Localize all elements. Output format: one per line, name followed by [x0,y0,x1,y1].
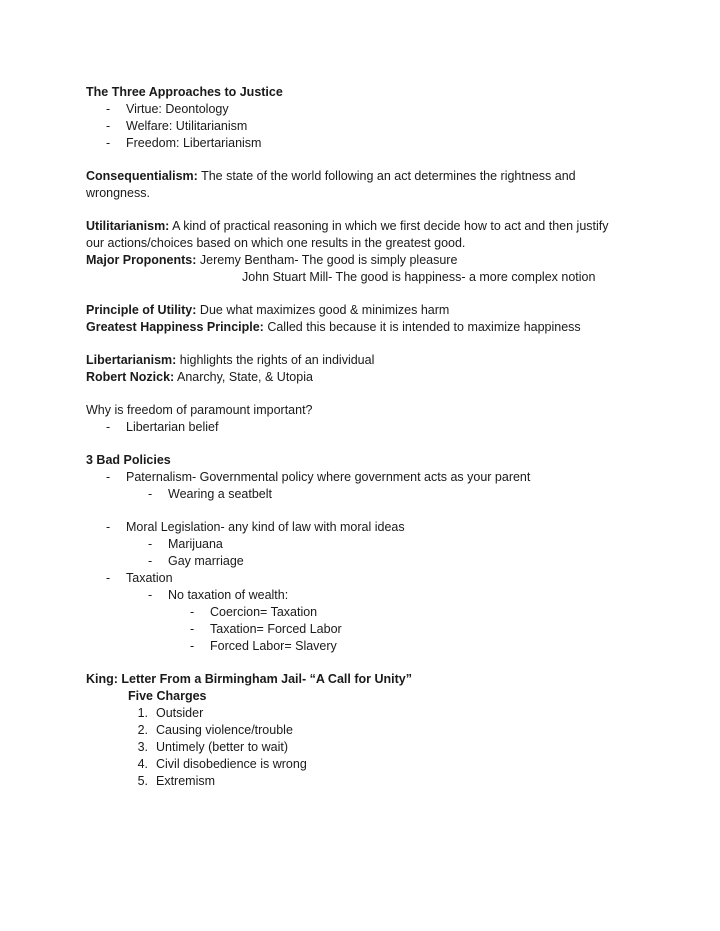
list-item: - Forced Labor= Slavery [190,639,337,653]
list-item: 3. Untimely (better to wait) [137,740,288,754]
list-item: - Libertarian belief [106,420,219,434]
list-item: - Welfare: Utilitarianism [106,119,248,133]
list-item: - Coercion= Taxation [190,605,318,619]
list-item: - Paternalism- Governmental policy where government acts as your parent [106,470,531,484]
list-item: - Moral Legislation- any kind of law with moral ideas [106,520,405,534]
robert-nozick: Robert Nozick: Anarchy, State, & Utopia [86,370,313,384]
major-proponents: Major Proponents: Jeremy Bentham- The good is simply pleasure [86,253,458,267]
section-title-justice: The Three Approaches to Justice [86,85,283,99]
section-title-king: King: Letter From a Birmingham Jail- “A Call for Unity” [86,672,412,686]
list-item: - No taxation of wealth: [148,588,289,602]
list-item: 4. Civil disobedience is wrong [137,757,307,771]
list-item: 2. Causing violence/trouble [137,723,293,737]
list-item: - Gay marriage [148,554,244,568]
section-title-bad-policies: 3 Bad Policies [86,453,171,467]
definition-consequentialism: Consequentialism: The state of the world following an act determines the rightness and wrongness. [86,169,576,200]
principle-of-utility: Principle of Utility: Due what maximizes good & minimizes harm [86,303,450,317]
list-item: - Marijuana [148,537,223,551]
list-item: - Virtue: Deontology [106,102,229,116]
list-item: - Taxation [106,571,173,585]
list-item: 1. Outsider [137,706,204,720]
five-charges-heading: Five Charges [128,689,207,703]
greatest-happiness-principle: Greatest Happiness Principle: Called this because it is intended to maximize happiness [86,320,581,334]
definition-utilitarianism-cont: our actions/choices based on which one results in the greatest good. [86,236,466,250]
major-proponents-cont: John Stuart Mill- The good is happiness- a more complex notion [242,270,596,284]
list-item: - Taxation= Forced Labor [190,622,342,636]
freedom-question: Why is freedom of paramount important? [86,403,313,417]
list-item: 5. Extremism [137,774,216,788]
list-item: - Freedom: Libertarianism [106,136,262,150]
list-item: - Wearing a seatbelt [148,487,272,501]
definition-libertarianism: Libertarianism: highlights the rights of an individual [86,353,375,367]
definition-utilitarianism: Utilitarianism: A kind of practical reasoning in which we first decide how to act and then justify [86,219,609,233]
notes-body [86,84,646,790]
